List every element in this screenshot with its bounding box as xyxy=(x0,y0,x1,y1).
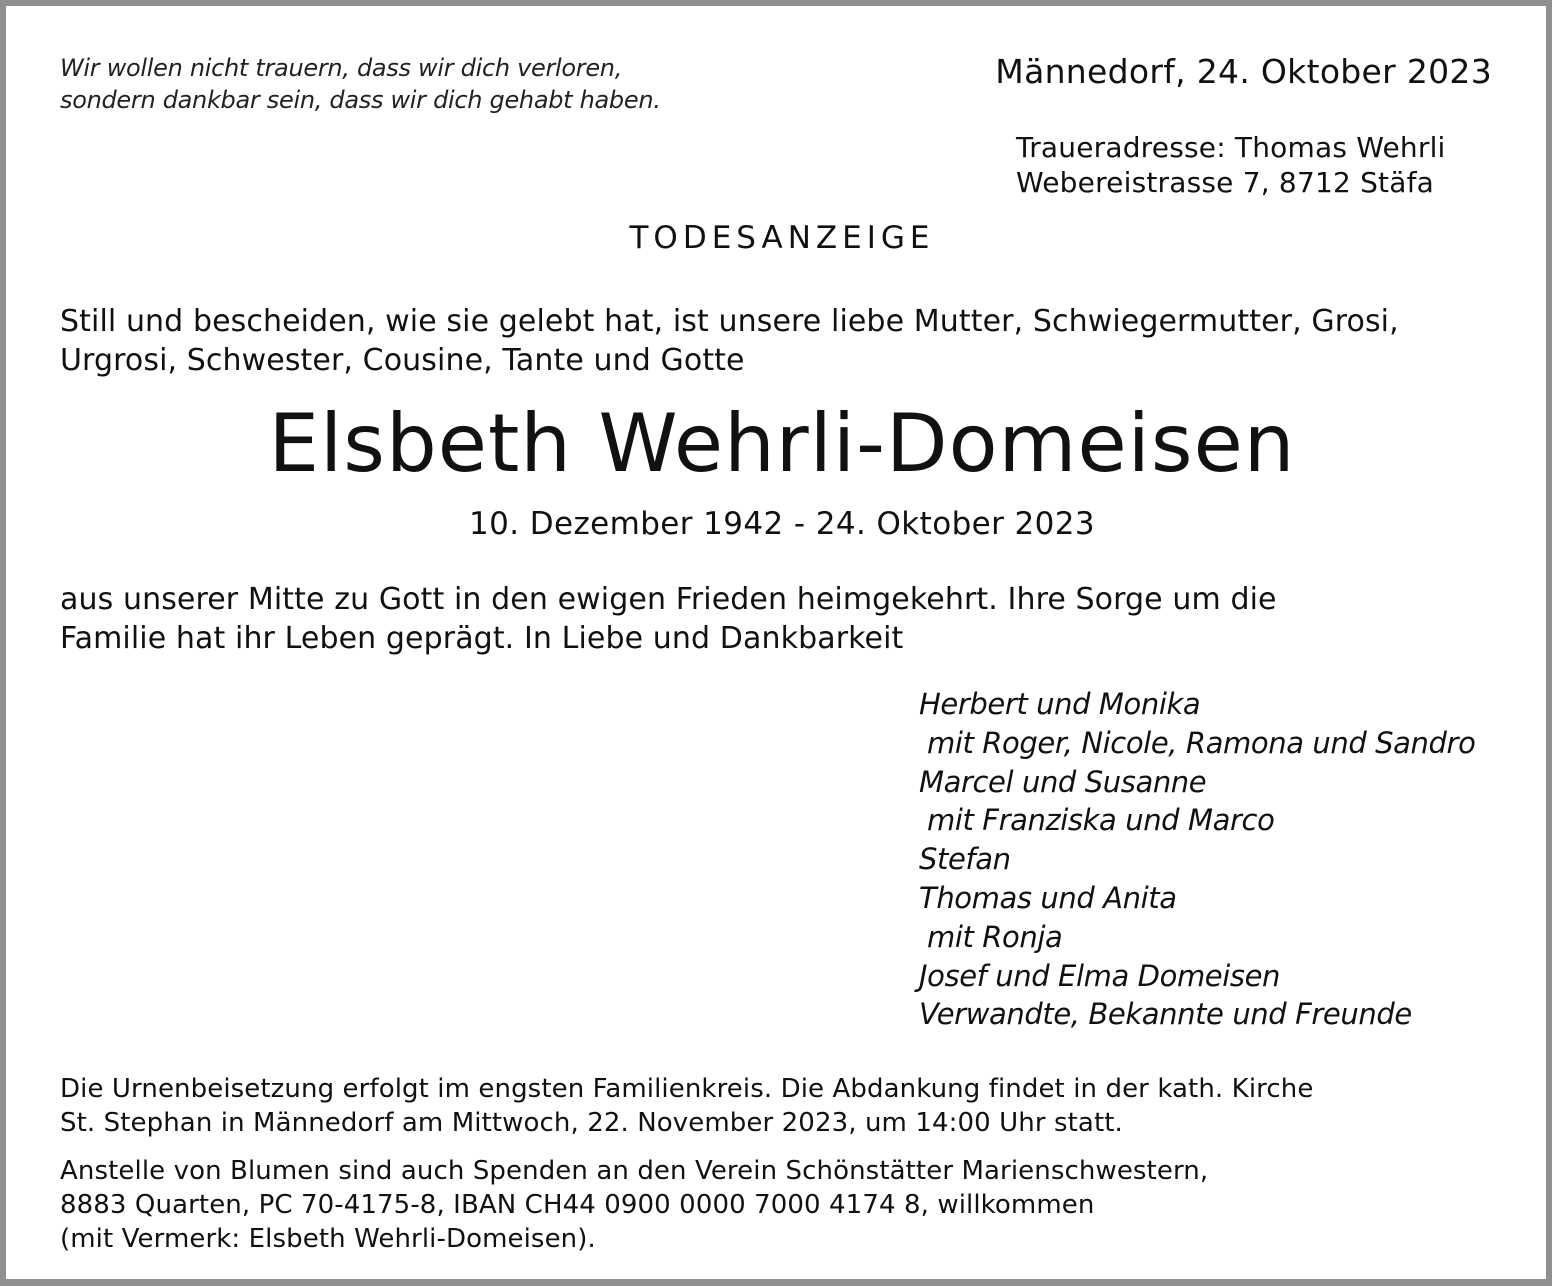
family-member: Josef und Elma Domeisen xyxy=(919,958,1281,993)
family-member: mit Franziska und Marco xyxy=(927,803,1275,838)
family-member: Thomas und Anita xyxy=(919,880,1177,915)
family-list xyxy=(919,685,1475,1034)
family-member: mit Ronja xyxy=(927,919,1063,954)
funeral-line: St. Stephan in Männedorf am Mittwoch, 22. November 2023, um 14:00 Uhr statt. xyxy=(60,1108,1123,1138)
address-line: Webereistrasse 7, 8712 Stäfa xyxy=(1016,166,1435,199)
body-text xyxy=(60,580,1277,658)
motto-line: Wir wollen nicht trauern, dass wir dich verloren, xyxy=(60,54,623,82)
notice-heading: TODESANZEIGE xyxy=(629,220,935,256)
donation-info xyxy=(60,1154,1208,1256)
address-line: Traueradresse: Thomas Wehrli xyxy=(1016,131,1446,164)
place-date: Männedorf, 24. Oktober 2023 xyxy=(995,52,1492,91)
life-dates: 10. Dezember 1942 - 24. Oktober 2023 xyxy=(468,506,1096,542)
motto-line: sondern dankbar sein, dass wir dich gehabt haben. xyxy=(60,86,661,114)
family-member: Marcel und Susanne xyxy=(919,764,1207,799)
donation-line: 8883 Quarten, PC 70-4175-8, IBAN CH44 0900 0000 7000 4174 8, willkommen xyxy=(60,1190,1095,1220)
body-line: Familie hat ihr Leben geprägt. In Liebe und Dankbarkeit xyxy=(60,621,904,656)
family-member: Verwandte, Bekannte und Freunde xyxy=(919,997,1412,1032)
mourning-address xyxy=(1016,130,1446,200)
funeral-info xyxy=(60,1072,1313,1140)
deceased-name: Elsbeth Wehrli-Domeisen xyxy=(268,397,1296,490)
intro-line: Still und bescheiden, wie sie gelebt hat, ist unsere liebe Mutter, Schwiegermutter, Grosi, xyxy=(60,304,1399,339)
intro-line: Urgrosi, Schwester, Cousine, Tante und Gotte xyxy=(60,343,745,378)
family-member: Stefan xyxy=(919,842,1011,877)
motto-quote xyxy=(60,52,661,116)
funeral-line: Die Urnenbeisetzung erfolgt im engsten Familienkreis. Die Abdankung findet in der kath. Kirche xyxy=(60,1074,1314,1104)
donation-line: (mit Vermerk: Elsbeth Wehrli-Domeisen). xyxy=(60,1224,596,1254)
intro-text xyxy=(60,302,1399,380)
body-line: aus unserer Mitte zu Gott in den ewigen Frieden heimgekehrt. Ihre Sorge um die xyxy=(60,582,1277,617)
family-member: Herbert und Monika xyxy=(919,687,1201,721)
family-member: mit Roger, Nicole, Ramona und Sandro xyxy=(927,725,1476,760)
donation-line: Anstelle von Blumen sind auch Spenden an den Verein Schönstätter Marienschwestern, xyxy=(60,1156,1209,1186)
